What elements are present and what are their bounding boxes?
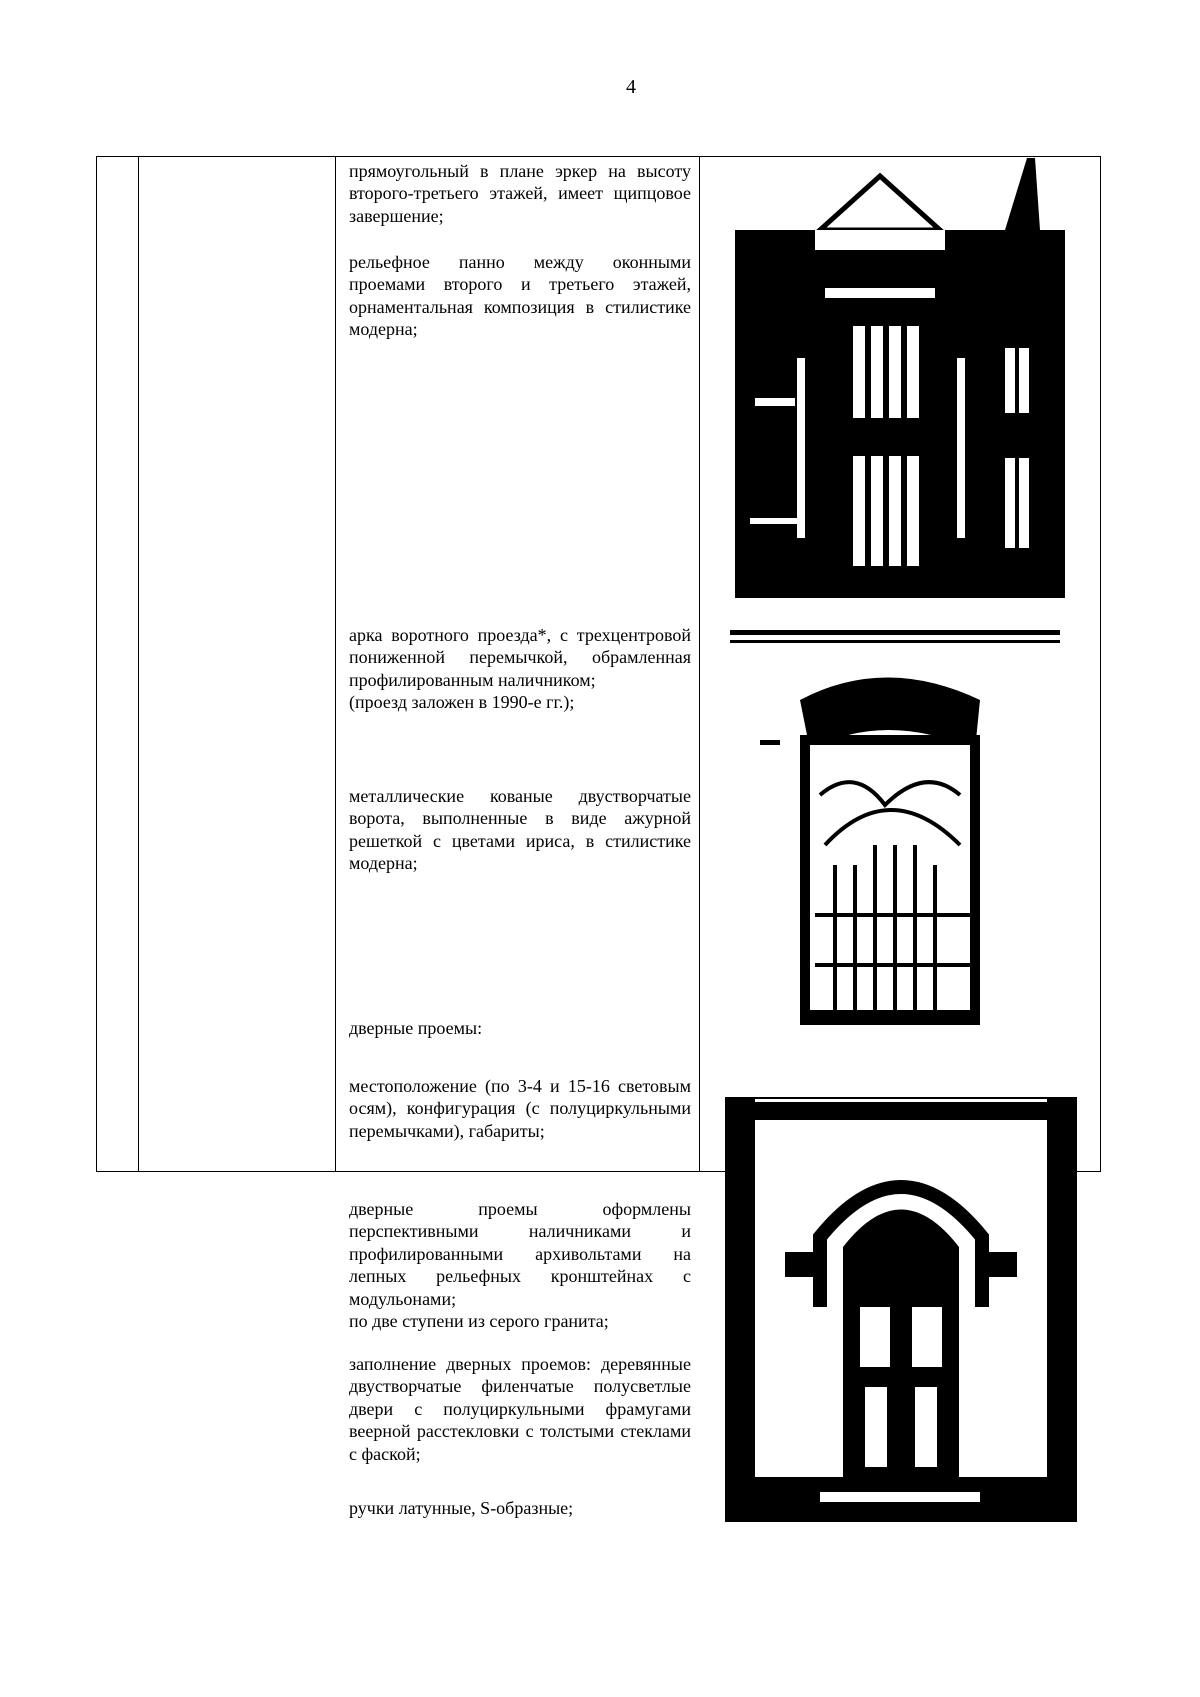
paragraph: дверные проемы: [349, 1018, 483, 1038]
building-bay-window-photo [735, 158, 1065, 598]
gate-arch-photo [725, 615, 1065, 1065]
feature-text-1 [349, 160, 691, 227]
paragraph: дверные проемы оформлены перспективными наличниками и профилированными архивольтами на лепных рельефных кронштейнах с модульонами; [349, 1199, 691, 1309]
paragraph: по две ступени из серого гранита; [349, 1311, 609, 1332]
feature-text-4 [349, 785, 691, 875]
paragraph: заполнение дверных проемов: деревянные двустворчатые филенчатые полусветлые двери с полуциркульными фрамугами веерной расстекловки с толстыми стеклами с фаской; [349, 1354, 691, 1464]
page-number: 4 [626, 76, 636, 98]
feature-text-7 [349, 1198, 691, 1332]
paragraph: прямоугольный в плане эркер на высоту второго-третьего этажей, имеет щипцовое завершение; [349, 161, 691, 226]
paragraph: металлические кованые двустворчатые ворота, выполненные в виде ажурной решеткой с цветами ириса, в стилистике модерна; [349, 786, 691, 874]
column-divider [699, 157, 700, 1171]
paragraph: рельефное панно между оконными проемами второго и третьего этажей, орнаментальная композиция в стилистике модерна; [349, 252, 691, 340]
column-divider [335, 157, 336, 1171]
feature-text-2 [349, 251, 691, 341]
feature-text-5 [349, 1017, 691, 1039]
feature-text-6 [349, 1075, 691, 1142]
feature-text-3 [349, 624, 691, 714]
paragraph: арка воротного проезда*, с трехцентровой пониженной перемычкой, обрамленная профилированным наличником; [349, 625, 691, 690]
arched-door-photo [725, 1097, 1077, 1522]
feature-text-9 [349, 1497, 691, 1519]
feature-text-8 [349, 1353, 691, 1465]
paragraph: местоположение (по 3-4 и 15-16 световым осям), конфигурация (с полуциркульными перемычками), габариты; [349, 1076, 691, 1141]
column-divider [138, 157, 139, 1171]
paragraph: ручки латунные, S-образные; [349, 1498, 574, 1518]
paragraph: (проезд заложен в 1990-е гг.); [349, 692, 575, 713]
